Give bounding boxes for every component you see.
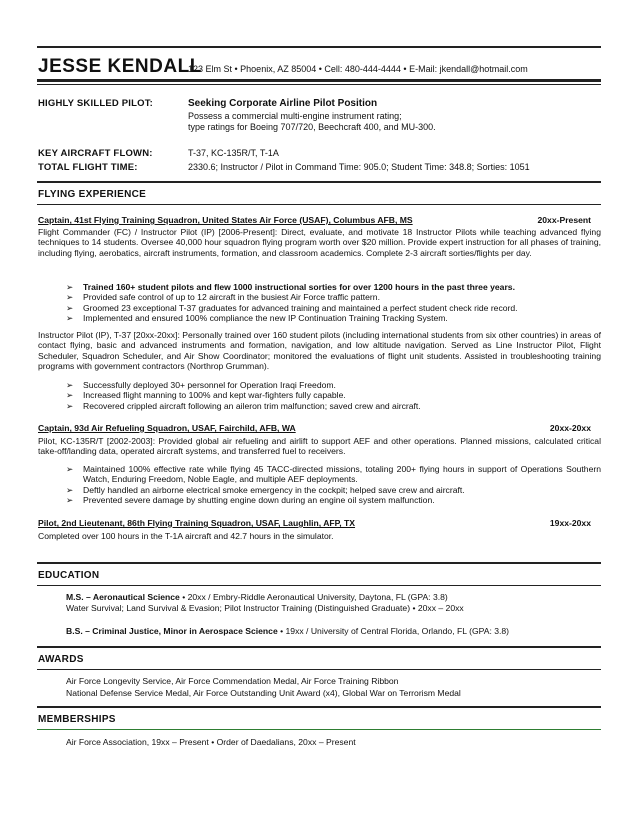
education-title-underline	[37, 585, 601, 586]
job-3-title: Pilot, 2nd Lieutenant, 86th Flying Training Squadron, USAF, Laughlin, AFP, TX	[38, 518, 356, 528]
header-bottom-thin-rule	[37, 84, 601, 85]
summary-line-1: Possess a commercial multi-engine instrument rating;	[188, 111, 402, 121]
candidate-name: JESSE KENDALL	[38, 56, 202, 77]
list-item: ➢ Increased flight manning to 100% and kept war-fighters fully capable.	[66, 390, 346, 401]
awards-line-1: Air Force Longevity Service, Air Force Commendation Medal, Air Force Training Ribbon	[66, 676, 399, 686]
flight-time-value: 2330.6; Instructor / Pilot in Command Time: 905.0; Student Time: 348.8; Sorties: 1051	[188, 162, 530, 172]
bs-degree-line	[66, 626, 509, 636]
arrow-bullet-icon: ➢	[66, 302, 74, 313]
job-2-paragraph: Pilot, KC-135R/T [2002-2003]: Provided global air refueling and airlift to support AEF and other operations. Planned missions, calculated critical take-off/landing data, operated aircraft systems, and transferred fuel to receivers.	[38, 436, 601, 457]
arrow-bullet-icon: ➢	[66, 495, 74, 506]
bs-detail: • 19xx / University of Central Florida, Orlando, FL (GPA: 3.8)	[277, 626, 510, 636]
header-top-rule	[37, 46, 601, 48]
job-2-dates: 20xx-20xx	[549, 423, 591, 433]
ms-detail: • 20xx / Embry-Riddle Aeronautical University, Daytona, FL (GPA: 3.8)	[179, 592, 448, 602]
memberships-title-underline	[37, 729, 601, 730]
ms-degree-line	[66, 592, 448, 602]
aircraft-label: KEY AIRCRAFT FLOWN:	[38, 148, 153, 159]
memberships-section-rule	[37, 706, 601, 708]
arrow-bullet-icon: ➢	[66, 390, 74, 401]
list-item: ➢ Prevented severe damage by shutting engine down during an engine oil system malfunction.	[66, 495, 435, 506]
flying-section-title: FLYING EXPERIENCE	[38, 189, 147, 200]
list-item: ➢ Implemented and ensured 100% compliance the new IP Continuation Training Tracking System.	[66, 313, 448, 324]
list-item: ➢ Recovered crippled aircraft following an aileron trim malfunction; saved crew and aircraft.	[66, 400, 421, 411]
arrow-bullet-icon: ➢	[66, 292, 74, 303]
job-2-heading	[38, 423, 591, 433]
job-1-bullets-2	[66, 380, 601, 411]
awards-section-rule	[37, 646, 601, 648]
arrow-bullet-icon: ➢	[66, 380, 74, 390]
memberships-line-1: Air Force Association, 19xx – Present • Order of Daedalians, 20xx – Present	[66, 737, 356, 747]
summary-label: HIGHLY SKILLED PILOT:	[38, 98, 154, 109]
flying-section-rule	[37, 181, 601, 183]
arrow-bullet-icon: ➢	[66, 313, 74, 324]
job-1-paragraph-2: Instructor Pilot (IP), T-37 [20xx-20xx]: Personally trained over 160 student pilots (including international students from six other countries) in areas of contact flying, basic and advanced instruments and formation, navigation, and low altitude navigation. Served as Line Instructor Pilot, Flight Scheduler, Squadron Scheduler, and Air Show Coordinator; monitored the evaluations of flight unit students. Assisted in troubleshooting training programs with government contractors (Northrop Grumman).	[38, 330, 601, 372]
awards-section-title: AWARDS	[38, 654, 84, 665]
ms-training-line: Water Survival; Land Survival & Evasion; Pilot Instructor Training (Distinguished Graduate) • 20xx – 20xx	[66, 603, 464, 613]
arrow-bullet-icon: ➢	[66, 282, 74, 292]
arrow-bullet-icon: ➢	[66, 464, 74, 474]
awards-line-2: National Defense Service Medal, Air Force Outstanding Unit Award (x4), Global War on Terrorism Medal	[66, 688, 461, 698]
job-1-title: Captain, 41st Flying Training Squadron, United States Air Force (USAF), Columbus AFB, MS	[38, 215, 413, 225]
bs-degree: B.S. – Criminal Justice, Minor in Aerospace Science	[66, 626, 278, 636]
list-item: ➢ Deftly handled an airborne electrical smoke emergency in the cockpit; helped save crew and aircraft.	[66, 484, 465, 495]
job-3-paragraph: Completed over 100 hours in the T-1A aircraft and 42.7 hours in the simulator.	[38, 531, 334, 541]
job-2-title: Captain, 93d Air Refueling Squadron, USAF, Fairchild, AFB, WA	[38, 423, 296, 433]
flying-title-underline	[37, 204, 601, 205]
list-item: ➢ Maintained 100% effective rate while flying 45 TACC-directed missions, totaling 200+ flying hours in support of Operations Southern Watch, Enduring Freedom, Noble Eagle, and multiple AEF deployments.	[66, 464, 601, 485]
arrow-bullet-icon: ➢	[66, 484, 74, 495]
list-item: ➢ Groomed 23 exceptional T-37 graduates for advanced training and maintained a perfect student check ride record.	[66, 302, 518, 313]
job-1-paragraph-1: Flight Commander (FC) / Instructor Pilot (IP) [2006-Present]: Direct, evaluate, and motivate 18 Instructor Pilots while teaching advanced flying techniques to 14 students. Oversee 40,000 hour squadron flying program worth over $20 million. Provide expert instruction for all phases of training, including flying, aerobatics, aircraft instruments, formation, and classroom academics. Complete 2-3 aircraft sorties/flights per day.	[38, 227, 601, 258]
contact-info: 123 Elm St • Phoenix, AZ 85004 • Cell: 480-444-4444 • E-Mail: jkendall@hotmail.com	[188, 64, 528, 74]
header-bottom-rule	[37, 79, 601, 82]
flight-time-label: TOTAL FLIGHT TIME:	[38, 162, 138, 173]
education-section-title: EDUCATION	[38, 570, 100, 581]
list-item: ➢ Trained 160+ student pilots and flew 1000 instructional sorties for over 1200 hours in the past three years.	[66, 282, 515, 292]
arrow-bullet-icon: ➢	[66, 400, 74, 411]
memberships-section-title: MEMBERSHIPS	[38, 714, 116, 725]
job-1-bullets-1	[66, 282, 601, 324]
list-item: ➢ Successfully deployed 30+ personnel for Operation Iraqi Freedom.	[66, 380, 336, 390]
job-1-dates: 20xx-Present	[537, 215, 591, 225]
awards-title-underline	[37, 669, 601, 670]
list-item: ➢ Provided safe control of up to 12 aircraft in the busiest Air Force traffic pattern.	[66, 292, 380, 303]
job-3-dates: 19xx-20xx	[549, 518, 591, 528]
aircraft-value: T-37, KC-135R/T, T-1A	[188, 148, 279, 158]
ms-degree: M.S. – Aeronautical Science	[66, 592, 180, 602]
summary-line-2: type ratings for Boeing 707/720, Beechcraft 400, and MU-300.	[188, 122, 436, 132]
job-3-heading	[38, 518, 591, 528]
job-1-heading	[38, 215, 591, 225]
objective: Seeking Corporate Airline Pilot Position	[188, 98, 378, 109]
education-section-rule	[37, 562, 601, 564]
job-2-bullets	[66, 464, 601, 506]
